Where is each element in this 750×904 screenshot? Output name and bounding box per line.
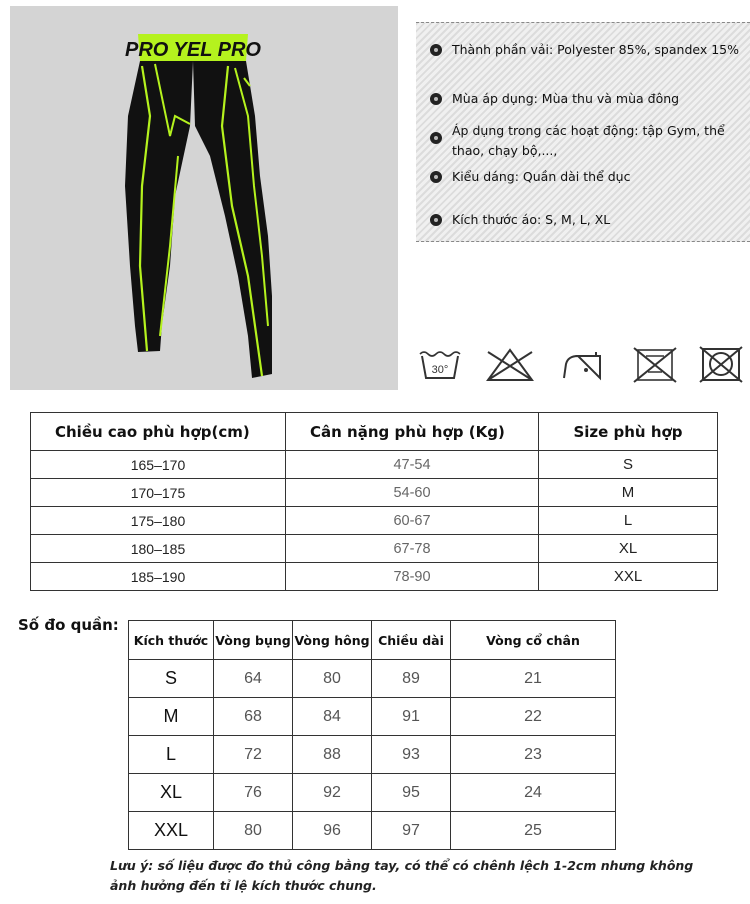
table-cell: 72	[214, 736, 293, 774]
measurement-note: Lưu ý: số liệu được đo thủ công bằng tay, có thể có chênh lệch 1-2cm nhưng không ảnh hưởng đến tỉ lệ kích thước chung.	[110, 858, 694, 893]
table-cell: 60-67	[286, 507, 539, 535]
table-cell: 47-54	[286, 451, 539, 479]
table-cell: 21	[451, 660, 616, 698]
table-cell: 88	[293, 736, 372, 774]
column-header: Vòng cổ chân	[451, 621, 616, 660]
bullet-icon	[430, 132, 442, 144]
table-cell: 180–185	[31, 535, 286, 563]
table-header-row	[31, 413, 718, 451]
spec-panel	[416, 22, 750, 242]
bullet-icon	[430, 171, 442, 183]
measurement-table	[128, 620, 616, 850]
column-header: Cân nặng phù hợp (Kg)	[286, 413, 539, 451]
table-row	[31, 507, 718, 535]
spec-text: Thành phần vải: Polyester 85%, spandex 15%	[452, 42, 739, 57]
wash-30-icon	[416, 344, 464, 388]
column-header: Vòng bụng	[214, 621, 293, 660]
table-cell: 54-60	[286, 479, 539, 507]
table-cell: XXL	[539, 563, 718, 591]
table-cell: 93	[372, 736, 451, 774]
table-cell: M	[539, 479, 718, 507]
column-header: Chiều cao phù hợp(cm)	[31, 413, 286, 451]
table-row	[129, 660, 616, 698]
wash-temp-label: 30°	[431, 364, 449, 376]
table-cell: M	[129, 698, 214, 736]
table-row	[129, 736, 616, 774]
table-cell: 95	[372, 774, 451, 812]
bullet-icon	[430, 44, 442, 56]
table-row	[31, 563, 718, 591]
table-cell: 24	[451, 774, 616, 812]
spec-text: Áp dụng trong các hoạt động: tập Gym, thể thao, chạy bộ,...,	[452, 123, 725, 158]
table-row	[129, 774, 616, 812]
do-not-tumble-dry-icon	[698, 344, 744, 388]
table-cell: 22	[451, 698, 616, 736]
bullet-icon	[430, 93, 442, 105]
spec-item	[430, 92, 679, 109]
spec-item	[430, 124, 740, 161]
table-cell: 76	[214, 774, 293, 812]
spec-item	[430, 43, 739, 60]
table-cell: 80	[214, 812, 293, 850]
size-recommendation-table	[30, 412, 718, 591]
table-header-row	[129, 621, 616, 660]
table-cell: L	[539, 507, 718, 535]
table-row	[31, 451, 718, 479]
table-cell: XXL	[129, 812, 214, 850]
table-row	[31, 479, 718, 507]
table-row	[129, 812, 616, 850]
table-cell: 89	[372, 660, 451, 698]
table-cell: XL	[539, 535, 718, 563]
do-not-dry-clean-icon	[630, 344, 680, 388]
product-photo	[10, 6, 398, 390]
table-cell: S	[539, 451, 718, 479]
table-cell: 25	[451, 812, 616, 850]
column-header: Chiều dài	[372, 621, 451, 660]
table-cell: 68	[214, 698, 293, 736]
table-cell: 185–190	[31, 563, 286, 591]
table-cell: 23	[451, 736, 616, 774]
measurements-label: Số đo quần:	[18, 616, 119, 634]
table-cell: XL	[129, 774, 214, 812]
table-cell: 175–180	[31, 507, 286, 535]
table-cell: 64	[214, 660, 293, 698]
do-not-bleach-icon	[484, 344, 536, 388]
table-cell: 78-90	[286, 563, 539, 591]
table-cell: 165–170	[31, 451, 286, 479]
spec-text: Mùa áp dụng: Mùa thu và mùa đông	[452, 91, 680, 106]
table-cell: 96	[293, 812, 372, 850]
table-cell: 91	[372, 698, 451, 736]
spec-text: Kiểu dáng: Quần dài thể dục	[452, 169, 631, 184]
table-cell: 170–175	[31, 479, 286, 507]
table-cell: 97	[372, 812, 451, 850]
table-cell: 80	[293, 660, 372, 698]
table-row	[129, 698, 616, 736]
column-header: Vòng hông	[293, 621, 372, 660]
spec-text: Kích thước áo: S, M, L, XL	[452, 212, 611, 227]
leggings-illustration	[10, 6, 398, 390]
iron-icon	[560, 344, 604, 388]
waistband-text: PRO YEL PRO	[125, 39, 261, 61]
table-cell: 92	[293, 774, 372, 812]
bullet-icon	[430, 214, 442, 226]
spec-item	[430, 213, 610, 230]
table-cell: 67-78	[286, 535, 539, 563]
column-header: Size phù hợp	[539, 413, 718, 451]
spec-item	[430, 170, 630, 187]
table-cell: L	[129, 736, 214, 774]
table-cell: 84	[293, 698, 372, 736]
table-cell: S	[129, 660, 214, 698]
table-row	[31, 535, 718, 563]
column-header: Kích thước	[129, 621, 214, 660]
